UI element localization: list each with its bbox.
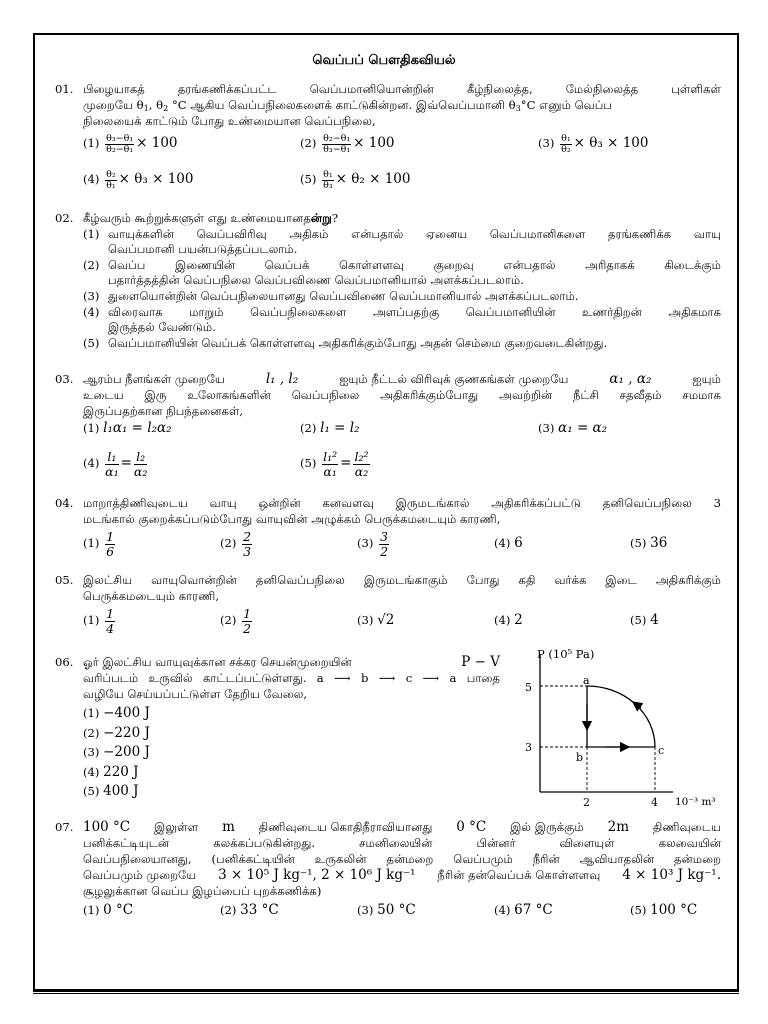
- point-b-label: b: [576, 751, 584, 764]
- option-3: (3) $\frac{\text{θ₁}}{\text{θ₂}}$ × θ₃ × 100: [538, 132, 649, 155]
- page-border-bottom: [33, 991, 739, 994]
- question-text-line: பெருக்கமடையும் காரணி,: [83, 589, 220, 603]
- option-2: (2) 33 °C: [220, 902, 279, 918]
- question-text-line: நிலையைக் காட்டும் போது உண்மையான வெப்பநிலை,: [83, 114, 376, 128]
- option-4: (4) $\frac{\text{θ₂}}{\text{θ₁}}$ × θ₃ × 100: [83, 168, 194, 191]
- option-5: (5) 400 J: [83, 783, 139, 799]
- y-tick-3: 3: [525, 741, 532, 754]
- option-2: (2) l₁ = l₂: [300, 420, 360, 436]
- point-a-label: a: [583, 674, 590, 687]
- option-label: (2): [83, 258, 100, 272]
- page-title: வெப்பப் பௌதிகவியல்: [312, 53, 456, 68]
- question-number: 07.: [55, 820, 74, 834]
- option-3: (3) 50 °C: [357, 902, 416, 918]
- question-number: 04.: [55, 496, 74, 510]
- x-tick-4: 4: [651, 796, 658, 809]
- question-text-line: வழியே செய்யப்பட்டுள்ள தேறிய வேலை,: [83, 687, 308, 701]
- arrow-c-a: [633, 702, 641, 708]
- question-text-line: ஓர் இலட்சிய வாயுவுக்கான சக்கர செயன்முறையின் P − V: [83, 654, 500, 670]
- option-label: (1): [83, 227, 100, 241]
- option-5: (5) $\frac{\text{θ₁}}{\text{θ₃}}$ × θ₂ × 100: [300, 168, 411, 191]
- question-text-line: முறையே $\theta_1$, $\theta_2$ °C ஆகிய வெப்பநிலைகளைக் காட்டுகின்றன. இவ்வெப்பமானி $\theta_3^\circ C$ எனும் வெப்ப: [83, 98, 613, 114]
- option-1: (1) $\frac{1}{4}$: [83, 605, 115, 636]
- option-text-line: வெப்ப இணையின் வெப்பக் கொள்ளளவு குறைவு என்பதால் அரிதாகக் கிடைக்கும்: [108, 258, 721, 272]
- question-text-line: உடைய இரு உலோகங்களின் வெப்பநிலை அதிகரிக்கும்போது அவற்றின் நீட்சி சதவீதம் சமமாக: [83, 388, 721, 402]
- option-4: (4) 67 °C: [494, 902, 553, 918]
- option-label: (5): [83, 336, 100, 350]
- y-tick-5: 5: [525, 681, 532, 694]
- question-text-line: இருப்பதற்கான நிபந்தனைகள்,: [83, 404, 244, 418]
- x-axis-label: 10⁻³ m³: [675, 796, 716, 808]
- question-text-line: 100 °C இலுள்ள m திணிவுடைய கொதிநீராவியானது 0 °C இல் இருக்கும் 2m திணிவுடைய: [83, 819, 721, 835]
- question-text-line: வெப்பமும் முறையே 3 × 10⁵ J kg⁻¹, 2 × 10⁶ J kg⁻¹ நீரின் தன்வெப்பக் கொள்ளளவு 4 × 10³ J kg⁻¹.: [83, 867, 721, 883]
- question-text-line: வரிப்படம் உருவில் காட்டப்பட்டுள்ளது. a ⟶ b ⟶ c ⟶ a பாதை: [83, 671, 500, 685]
- option-1: (1) $\frac{\text{θ₃−θ₁}}{\text{θ₂−θ₁}}$ × 100: [83, 132, 178, 155]
- option-5: (5) 100 °C: [630, 902, 698, 918]
- option-text-line: இருத்தல் வேண்டும்.: [108, 320, 216, 334]
- question-number: 02.: [55, 211, 74, 225]
- option-label: (4): [83, 305, 100, 319]
- option-5: (5) $\frac{\text{l₁²}}{\text{α₁}}$ = $\frac{\text{l₂²}}{\text{α₂}}$: [300, 448, 369, 479]
- option-text-line: துளையொன்றின் வெப்பநிலையானது வெப்பவிணை வெப்பமானியால் அளக்கப்படலாம்.: [108, 289, 579, 303]
- option-4: (4) 2: [494, 612, 523, 628]
- question-text-line: ஆரம்ப நீளங்கள் முறையே l₁ , l₂ ஐயும் நீட்டல் விரிவுக் குணகங்கள் முறையே α₁ , α₂ ஐயும்: [83, 371, 721, 387]
- question-text-line: வெப்பநிலையானது, (பனிக்கட்டியின் உருகலின் தன்மறை வெப்பமும் நீரின் ஆவியாதலின் தன்மறை: [83, 852, 721, 866]
- question-text-line: பிழையாகத் தரங்கணிக்கப்பட்ட வெப்பமானியொன்றின் கீழ்நிலைத்த, மேல்நிலைத்த புள்ளிகள்: [83, 82, 721, 96]
- question-number: 05.: [55, 573, 74, 587]
- y-axis-label: P (10⁵ Pa): [537, 647, 595, 661]
- question-text-line: கீழ்வரும் கூற்றுக்களுள் எது உண்மையானதன்று?: [83, 211, 339, 225]
- option-3: (3) −200 J: [83, 744, 150, 760]
- option-3: (3) α₁ = α₂: [538, 420, 608, 436]
- option-5: (5) 36: [630, 535, 668, 551]
- option-4: (4) 220 J: [83, 764, 139, 780]
- option-1: (1) $\frac{1}{6}$: [83, 528, 115, 559]
- option-4: (4) $\frac{\text{l₁}}{\text{α₁}}$ = $\frac{\text{l₂}}{\text{α₂}}$: [83, 448, 148, 479]
- option-5: (5) 4: [630, 612, 659, 628]
- question-number: 01.: [55, 82, 74, 96]
- option-text-line: வெப்பமானியின் வெப்பக் கொள்ளளவு அதிகரிக்கும்போது அதன் செம்மை குறைவடைகின்றது.: [108, 336, 608, 350]
- question-text-line: மாறாத்திணிவுடைய வாயு ஒன்றின் கனவளவு இருமடங்கால் அதிகரிக்கப்பட்டு தனிவெப்பநிலை 3: [83, 496, 721, 510]
- option-3: (3) $\frac{3}{2}$: [357, 528, 389, 559]
- option-1: (1) 0 °C: [83, 902, 134, 918]
- option-1: (1) −400 J: [83, 705, 150, 721]
- option-3: (3) √2: [357, 612, 395, 628]
- pv-diagram: [515, 644, 730, 814]
- x-tick-2: 2: [583, 796, 590, 809]
- option-2: (2) −220 J: [83, 725, 150, 741]
- path-c-a: [587, 686, 655, 747]
- option-4: (4) 6: [494, 535, 523, 551]
- option-1: (1) l₁α₁ = l₂α₂: [83, 420, 172, 436]
- point-c-label: c: [658, 744, 665, 757]
- option-text-line: விரைவாக மாறும் வெப்பநிலைகளை அளப்பதற்கு வெப்பமானியின் உணர்திறன் அதிகமாக: [108, 305, 721, 319]
- option-text-line: வெப்பமானி பயன்படுத்தப்படலாம்.: [108, 242, 298, 256]
- option-text-line: வாயுக்களின் வெப்பவிரிவு அதிகம் என்பதால் ஏனைய வெப்பமானிகளை தரங்கணிக்க வாயு: [108, 227, 721, 241]
- option-2: (2) $\frac{1}{2}$: [220, 605, 252, 636]
- option-2: (2) $\frac{2}{3}$: [220, 528, 252, 559]
- question-text-line: சூழலுக்கான வெப்ப இழப்பைப் புறக்கணிக்க): [83, 884, 322, 898]
- option-2: (2) $\frac{\text{θ₂−θ₁}}{\text{θ₃−θ₁}}$ × 100: [300, 132, 395, 155]
- question-number: 03.: [55, 372, 74, 386]
- option-text-line: பதார்த்தத்தின் வெப்பநிலை வெப்பவிணை வெப்பமானியால் அளக்கப்படலாம்.: [108, 273, 524, 287]
- question-text-line: இலட்சிய வாயுவொன்றின் தனிவெப்பநிலை இருமடங்காகும் போது கதி வர்க்க இடை அதிகரிக்கும்: [83, 573, 721, 587]
- option-label: (3): [83, 289, 100, 303]
- question-text-line: மடங்கால் குறைக்கப்படும்போது வாயுவின் அழுக்கம் பெருக்கமடையும் காரணி,: [83, 512, 501, 526]
- question-text-line: பனிக்கட்டியுடன் கலக்கப்படுகின்றது. சமனிலையின் பின்னர் விளையுள் கலவையின்: [83, 836, 721, 850]
- question-number: 06.: [55, 655, 74, 669]
